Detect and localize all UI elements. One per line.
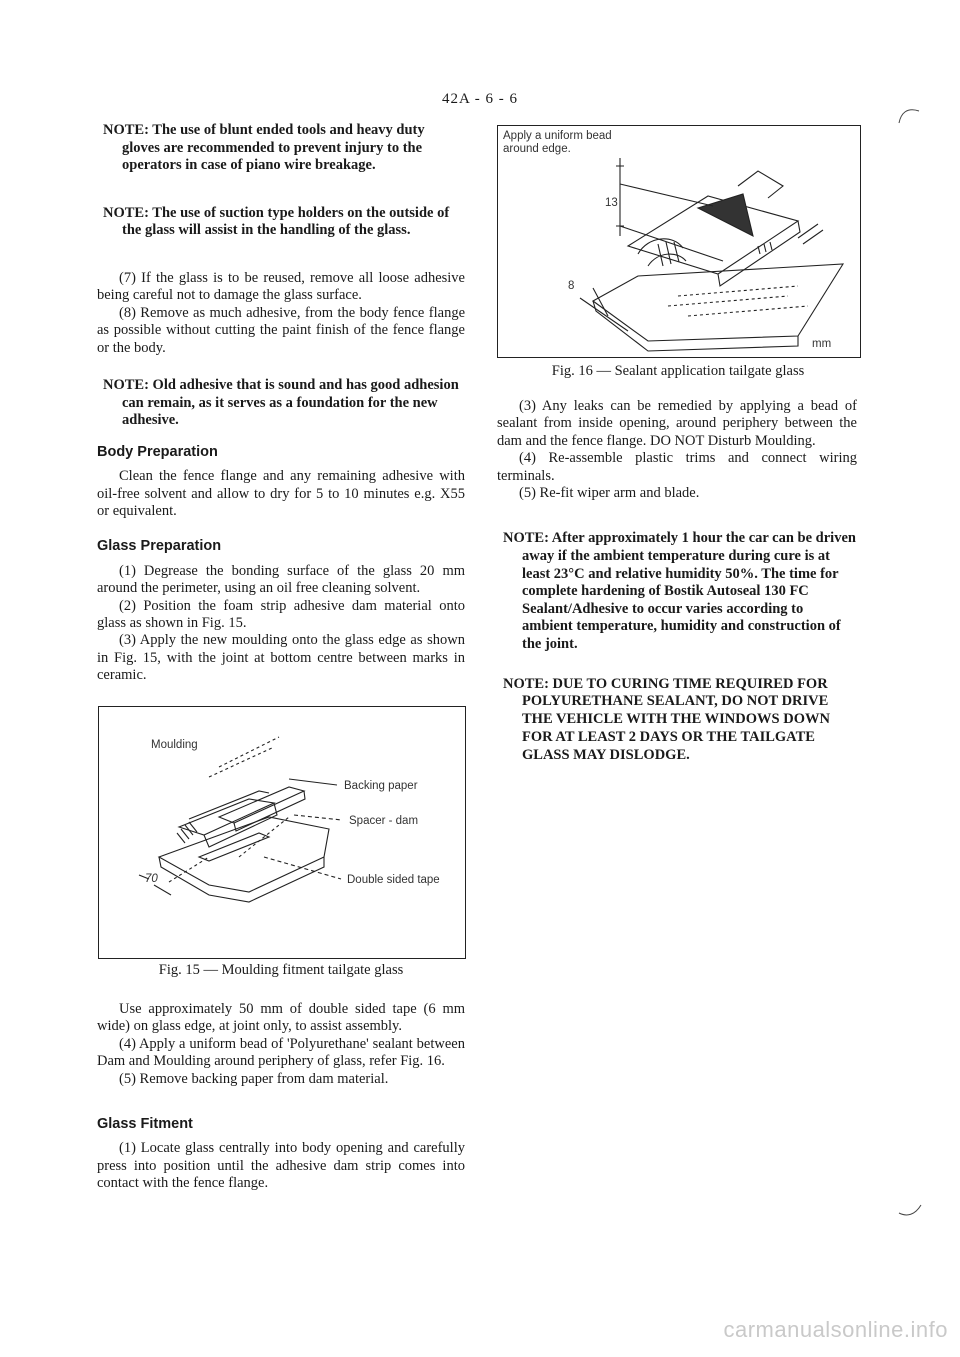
right-column xyxy=(497,398,857,765)
figure-15-caption: Fig. 15 — Moulding fitment tailgate glass xyxy=(158,962,404,978)
heading-glass-fitment: Glass Fitment xyxy=(97,1116,193,1133)
fig15-label-double-sided-tape: Double sided tape xyxy=(347,874,440,886)
fig15-label-backing-paper: Backing paper xyxy=(344,780,418,792)
note-curing-hardening: NOTE: After approximately 1 hour the car can be driven away if the ambient temperature during cure is at least 23°C and relative humidity 50%. The time for complete hardening of Bostik Autoseal 130 FC Sealant/Adhesive to occur varies according to ambient temperature, humidity and construction of the joint. xyxy=(503,530,856,652)
step-5-remove-backing: (5) Remove backing paper from dam material. xyxy=(119,1070,389,1087)
step-7-reuse-glass: (7) If the glass is to be reused, remove all loose adhesive being careful not to damage the glass surface. xyxy=(97,269,465,304)
step-3-remedy-leaks: (3) Any leaks can be remedied by applying a bead of sealant from inside opening, around periphery between the dam and the fence flange. DO NOT Disturb Moulding. xyxy=(497,398,857,449)
watermark: carmanualsonline.info xyxy=(723,1317,948,1342)
step-8-remove-adhesive: (8) Remove as much adhesive, from the body fence flange as possible without cutting the paint finish of the fence flange or the body. xyxy=(97,304,465,356)
tape-instruction: Use approximately 50 mm of double sided tape (6 mm wide) on glass edge, at joint only, to assist assembly. xyxy=(97,1001,465,1035)
note-curing-warning: NOTE: DUE TO CURING TIME REQUIRED FOR POLYURETHANE SEALANT, DO NOT DRIVE THE VEHICLE WITH THE WINDOWS DOWN FOR AT LEAST 2 DAYS OR THE TAILGATE GLASS MAY DISLODGE. xyxy=(503,675,830,763)
fig16-label-8: 8 xyxy=(568,280,575,292)
heading-glass-preparation: Glass Preparation xyxy=(97,538,222,555)
fig15-label-number: 70 xyxy=(145,873,158,885)
margin-mark-top xyxy=(893,105,923,135)
figure-16-caption: Fig. 16 — Sealant application tailgate glass xyxy=(551,363,805,379)
fig16-label-apply-bead: Apply a uniform bead around edge. xyxy=(503,130,612,155)
fig15-label-spacer-dam: Spacer - dam xyxy=(349,815,419,827)
page-number: 42A - 6 - 6 xyxy=(442,91,518,107)
step-4-reassemble-trims: (4) Re-assemble plastic trims and connect wiring terminals. xyxy=(497,450,857,484)
note-suction-holders: NOTE: The use of suction type holders on the outside of the glass will assist in the handling of the glass. xyxy=(103,204,450,239)
figure-16-sealant xyxy=(497,125,861,358)
glass-prep-step-3: (3) Apply the new moulding onto the glass edge as shown in Fig. 15, with the joint at bottom centre between marks in ceramic. xyxy=(97,632,465,684)
note-old-adhesive: NOTE: Old adhesive that is sound and has good adhesion can remain, as it serves as a foundation for the new adhesive. xyxy=(103,377,459,429)
fig16-label-13: 13 xyxy=(605,197,618,209)
figure-16-drawing xyxy=(498,126,860,357)
glass-prep-step-2: (2) Position the foam strip adhesive dam material onto glass as shown in Fig. 15. xyxy=(97,597,465,632)
glass-fitment-step-1: (1) Locate glass centrally into body opening and carefully press into position until the adhesive dam strip comes into contact with the fence flange. xyxy=(97,1140,465,1192)
heading-body-preparation: Body Preparation xyxy=(97,443,218,460)
margin-mark-bottom xyxy=(895,1195,925,1225)
step-5-refit-wiper: (5) Re-fit wiper arm and blade. xyxy=(519,485,700,502)
glass-prep-step-1: (1) Degrease the bonding surface of the glass 20 mm around the perimeter, using an oil free cleaning solvent. xyxy=(97,562,465,597)
fig15-label-moulding: Moulding xyxy=(151,739,198,751)
step-4-apply-bead: (4) Apply a uniform bead of 'Polyurethane' sealant between Dam and Moulding around periphery of glass, refer Fig. 16. xyxy=(97,1035,465,1070)
left-column-lower xyxy=(97,1001,465,1193)
figure-15-moulding xyxy=(98,706,466,959)
body-preparation-text: Clean the fence flange and any remaining adhesive with oil-free solvent and allow to dry for 5 to 10 minutes e.g. X55 or equivalent. xyxy=(97,468,465,519)
fig16-label-mm: mm xyxy=(812,338,832,350)
left-column xyxy=(97,122,465,685)
note-blunt-tools: NOTE: The use of blunt ended tools and heavy duty gloves are recommended to prevent injury to the operators in case of piano wire breakage. xyxy=(103,122,425,174)
